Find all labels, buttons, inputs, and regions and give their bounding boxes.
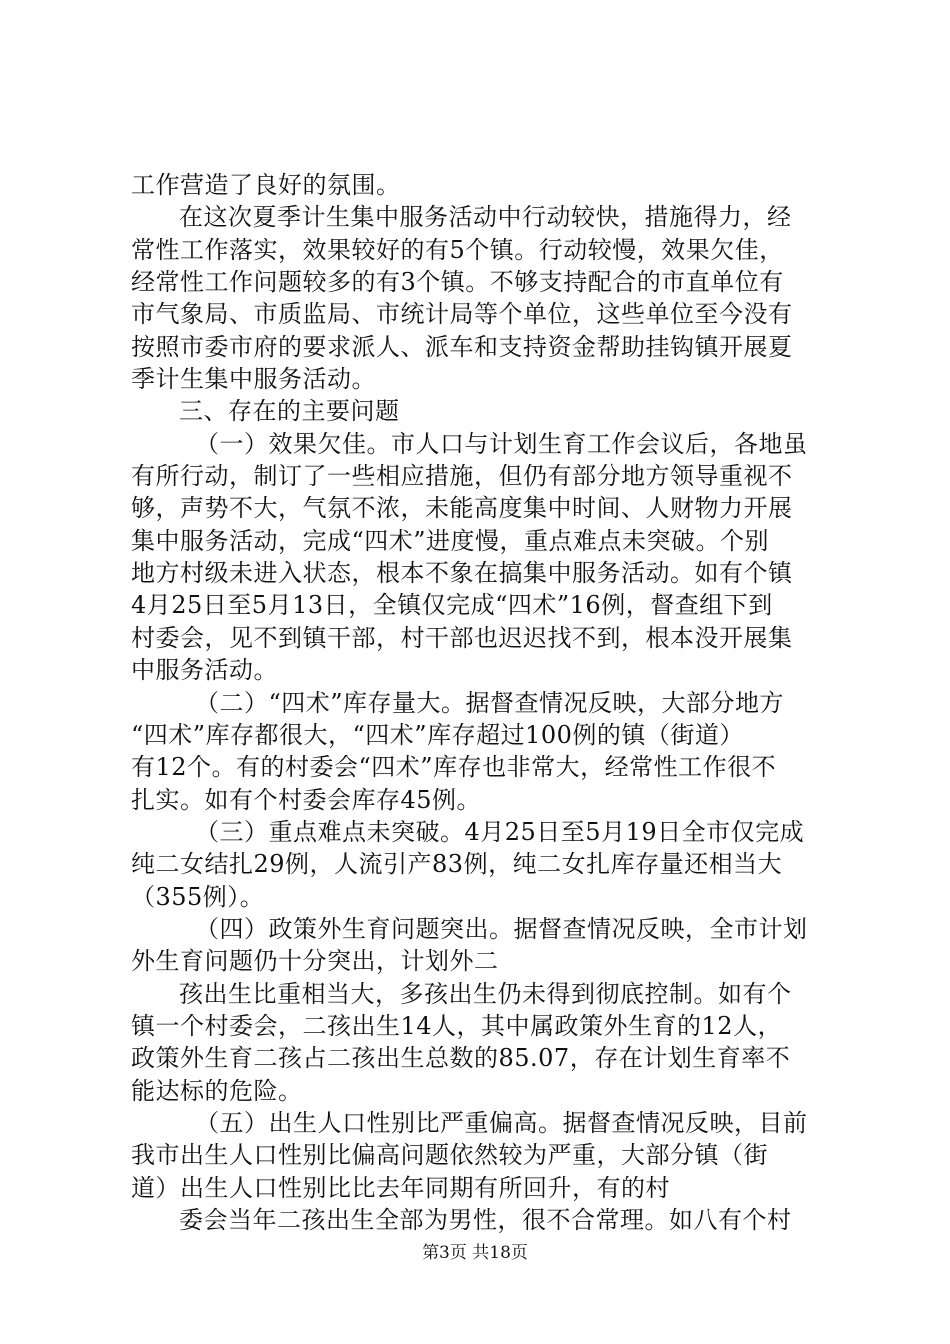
text-line: 有12个。有的村委会“四术”库存也非常大，经常性工作很不 bbox=[131, 753, 777, 781]
text-line: 扎实。如有个村委会库存45例。 bbox=[131, 786, 482, 814]
text-line: 道）出生人口性别比比去年同期有所回升，有的村 bbox=[131, 1174, 670, 1202]
text-line: 村委会，见不到镇干部，村干部也迟迟找不到，根本没开展集 bbox=[131, 624, 793, 652]
text-line: 镇一个村委会，二孩出生14人，其中属政策外生育的12人， bbox=[131, 1012, 783, 1040]
text-line: 市气象局、市质监局、市统计局等个单位，这些单位至今没有 bbox=[131, 300, 793, 328]
text-line: 纯二女结扎29例，人流引产83例，纯二女扎库存量还相当大 bbox=[131, 850, 783, 878]
text-line: （三）重点难点未突破。4月25日至5月19日全市仅完成 bbox=[195, 818, 805, 846]
text-line: 经常性工作问题较多的有3个镇。不够支持配合的市直单位有 bbox=[131, 268, 784, 296]
text-line: 中服务活动。 bbox=[131, 656, 278, 684]
text-line: 4月25日至5月13日，全镇仅完成“四术”16例，督查组下到 bbox=[131, 591, 773, 619]
text-line: 政策外生育二孩占二孩出生总数的85.07，存在计划生育率不 bbox=[131, 1044, 791, 1072]
text-line: 按照市委市府的要求派人、派车和支持资金帮助挂钩镇开展夏 bbox=[131, 333, 793, 361]
text-line: “四术”库存都很大，“四术”库存超过100例的镇（街道） bbox=[131, 721, 744, 749]
text-line: 能达标的危险。 bbox=[131, 1077, 303, 1105]
text-line: 有所行动，制订了一些相应措施，但仍有部分地方领导重视不 bbox=[131, 462, 793, 490]
text-line: 工作营造了良好的氛围。 bbox=[131, 171, 401, 199]
text-line: 季计生集中服务活动。 bbox=[131, 365, 376, 393]
text-line: 在这次夏季计生集中服务活动中行动较快，措施得力，经 bbox=[179, 203, 792, 231]
text-line: （一）效果欠佳。市人口与计划生育工作会议后，各地虽 bbox=[195, 430, 808, 458]
text-line: （五）出生人口性别比严重偏高。据督查情况反映，目前 bbox=[195, 1109, 808, 1137]
text-line: 够，声势不大，气氛不浓，未能高度集中时间、人财物力开展 bbox=[131, 494, 793, 522]
text-line: （二）“四术”库存量大。据督查情况反映，大部分地方 bbox=[195, 689, 785, 717]
text-line: 常性工作落实，效果较好的有5个镇。行动较慢，效果欠佳， bbox=[131, 236, 784, 264]
text-line: 集中服务活动，完成“四术”进度慢，重点难点未突破。个别 bbox=[131, 527, 770, 555]
section-heading: 三、存在的主要问题 bbox=[179, 397, 400, 425]
text-line: 地方村级未进入状态，根本不象在搞集中服务活动。如有个镇 bbox=[131, 559, 793, 587]
text-line: 外生育问题仍十分突出，计划外二 bbox=[131, 947, 499, 975]
text-line: （355例）。 bbox=[131, 883, 265, 911]
text-line: （四）政策外生育问题突出。据督查情况反映，全市计划 bbox=[195, 915, 808, 943]
page-footer: 第3页 共18页 bbox=[422, 1243, 528, 1263]
text-line: 孩出生比重相当大，多孩出生仍未得到彻底控制。如有个 bbox=[179, 980, 792, 1008]
text-line: 委会当年二孩出生全部为男性，很不合常理。如八有个村 bbox=[179, 1206, 792, 1234]
text-line: 我市出生人口性别比偏高问题依然较为严重，大部分镇（街 bbox=[131, 1141, 768, 1169]
